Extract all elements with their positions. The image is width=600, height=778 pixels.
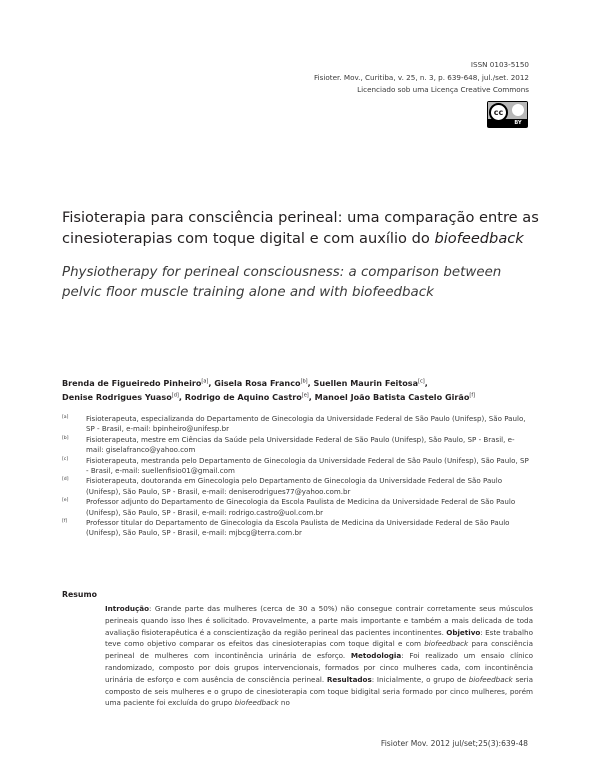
affiliation-item: [a] Fisioterapeuta, especializanda do Departamento de Ginecologia da Universidade Federal de São Paulo (Unifesp), São Paulo, SP - Brasil, e-mail: bpinheiro@unifesp.br	[62, 414, 526, 434]
author: Manoel João Batista Castelo Girão[f]	[314, 392, 476, 402]
article-title	[62, 207, 542, 249]
abstract-body: Introdução: Grande parte das mulheres (cerca de 30 a 50%) não consegue contrair corretamente seus músculos perineais quando isso lhes é solicitado. Provavelmente, a parte mais importante e também a mais delicada de toda avaliação fisioterapêutica é a conscientização da região perineal das pacientes incontinentes. Objetivo: Este trabalho teve como objetivo comparar os efeitos das cinesioterapias com toque digital e com biofeedback para consciência perineal de mulheres com incontinência urinária de esforço. Metodologia: Foi realizado um ensaio clínico randomizado, composto por dois grupos intervencionais, formados por cinco mulheres cada, com incontinência urinária de esforço e com ausência de consciência perineal. Resultados: Inicialmente, o grupo de biofeedback seria composto de seis mulheres e o grupo de cinesioterapia com toque bidigital seria formado por cinco mulheres, porém uma paciente foi excluída do grupo biofeedback no	[105, 604, 534, 708]
resumo-heading: Resumo	[62, 590, 97, 599]
affiliations	[62, 414, 532, 539]
cc-by-label: BY	[514, 120, 522, 126]
english-title: Physiotherapy for perineal consciousness: a comparison between pelvic floor muscle training alone and with biofeedback	[62, 265, 502, 300]
author-list	[62, 376, 542, 404]
page-footer: Fisioter Mov. 2012 jul/set;25(3):639-48	[380, 739, 528, 748]
author: Gisela Rosa Franco[b],	[214, 378, 314, 388]
creative-commons-badge[interactable]	[487, 101, 528, 128]
author: Denise Rodrigues Yuaso[d],	[62, 392, 185, 402]
cc-icon: cc	[489, 103, 508, 122]
affiliation-item: [d] Fisioterapeuta, doutoranda em Ginecologia pelo Departamento de Ginecologia da Universidade Federal de São Paulo (Unifesp), São Paulo, SP - Brasil, e-mail: deniserodrigues77@yahoo.com.br	[62, 476, 503, 496]
attribution-icon	[512, 104, 524, 116]
title-text: Fisioterapia para consciência perineal: uma comparação entre as cinesioterapias com toque digital e com auxílio do	[62, 209, 539, 247]
affiliation-item: [f] Professor titular do Departamento de Ginecologia da Escola Paulista de Medicina da Universidade Federal de São Paulo (Unifesp), São Paulo, SP - Brasil, e-mail: mjbcg@terra.com.br	[62, 518, 510, 538]
author: Brenda de Figueiredo Pinheiro[a],	[62, 378, 215, 388]
license-line: Licenciado sob uma Licença Creative Commons	[357, 85, 529, 94]
citation-line: Fisioter. Mov., Curitiba, v. 25, n. 3, p. 639-648, jul./set. 2012	[314, 72, 529, 82]
author: Rodrigo de Aquino Castro[e],	[184, 392, 315, 402]
affiliation-item: [c] Fisioterapeuta, mestranda pelo Departamento de Ginecologia da Universidade Federal de São Paulo (Unifesp), São Paulo, SP - Brasil, e-mail: suellenfisio01@gmail.com	[62, 455, 529, 476]
affiliation-item: [e] Professor adjunto do Departamento de Ginecologia da Escola Paulista de Medicina da Universidade Federal de São Paulo (Unifesp), São Paulo, SP - Brasil, e-mail: rodrigo.castro@uol.com.br	[62, 497, 516, 517]
journal-header	[314, 59, 529, 97]
author: Suellen Maurin Feitosa[c],	[313, 378, 428, 388]
affiliation-item: [b] Fisioterapeuta, mestre em Ciências da Saúde pela Universidade Federal de São Paulo (Unifesp), São Paulo, SP - Brasil, e-mail: giselafranco@yahoo.com	[62, 434, 515, 455]
title-italic: biofeedback	[434, 230, 524, 247]
issn-line: ISSN 0103-5150	[470, 60, 529, 69]
